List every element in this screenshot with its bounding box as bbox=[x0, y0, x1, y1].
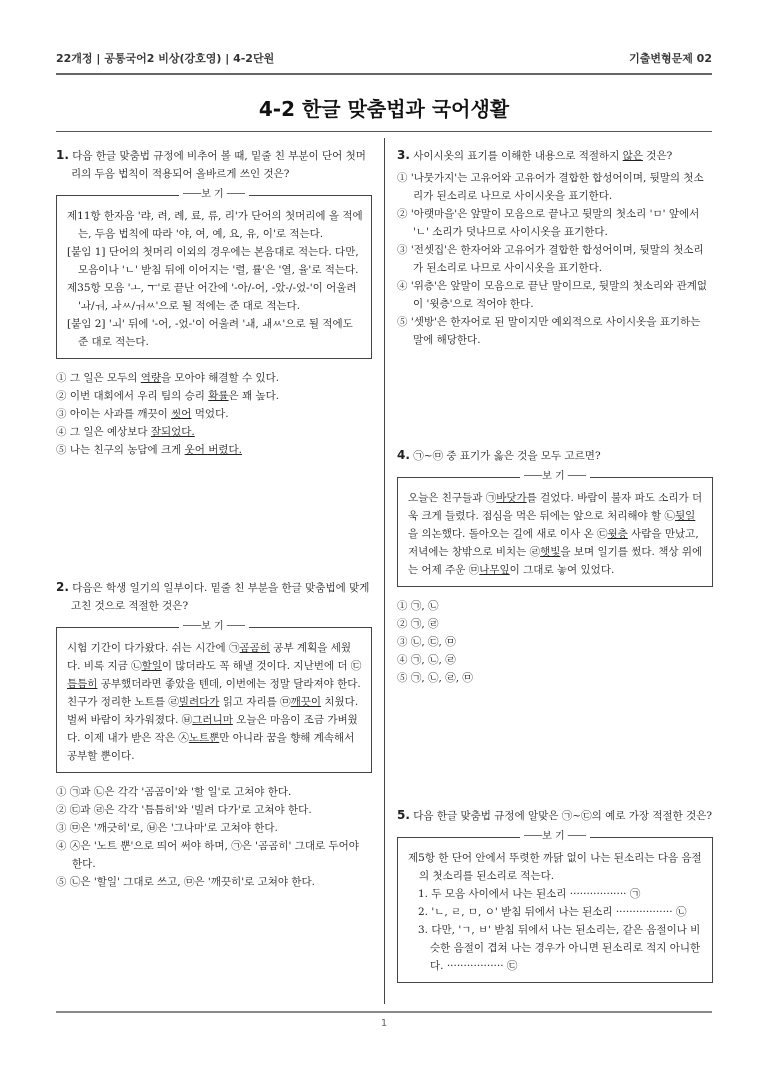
option-number: ④ bbox=[56, 840, 70, 852]
question-text: 다음 한글 맞춤법 규정에 비추어 볼 때, 밑줄 친 부분이 단어 첫머리의 두음 법칙이 적용되어 올바르게 쓰인 것은? bbox=[71, 150, 366, 180]
text-segment: 치웠다. 벌써 바람이 차가워졌다. bbox=[67, 696, 359, 726]
underlined-word: 곰곰히 bbox=[239, 642, 270, 654]
answer-option bbox=[56, 783, 372, 801]
option-text: 나는 친구의 농담에 크게 bbox=[69, 444, 185, 456]
marker: ㉤ bbox=[468, 564, 480, 576]
question-number: 2. bbox=[56, 580, 69, 594]
question-text-pre: 사이시옷의 표기를 이해한 내용으로 적절하지 bbox=[413, 150, 623, 162]
option-text: ㉠과 ㉡은 각각 '곰곰이'와 '할 일'로 고쳐야 한다. bbox=[69, 786, 292, 798]
marker: ㉠ bbox=[485, 492, 497, 504]
underlined-word: 할일 bbox=[141, 660, 162, 672]
question-3 bbox=[397, 146, 713, 349]
underlined-word: 햇빛 bbox=[540, 546, 561, 558]
example-box bbox=[397, 471, 713, 587]
example-box bbox=[397, 831, 713, 983]
option-number: ③ bbox=[56, 408, 70, 420]
diary-text bbox=[67, 639, 363, 765]
answer-option bbox=[56, 837, 372, 873]
rule-line: [붙임 1] 단어의 첫머리 이외의 경우에는 본음대로 적는다. 다만, 모음이나 'ㄴ' 받침 뒤에 이어지는 '렬, 률'은 '열, 율'로 적는다. bbox=[67, 246, 359, 276]
question-number: 3. bbox=[397, 148, 410, 162]
rule-intro: 제5항 한 단어 안에서 뚜렷한 까닭 없이 나는 된소리는 다음 음절의 첫소리를 된소리로 적는다. bbox=[408, 852, 702, 882]
box-label: ─── 보 기 ─── bbox=[398, 829, 712, 845]
option-number: ② bbox=[397, 208, 411, 220]
underlined-word: 웃어 버렸다. bbox=[184, 444, 243, 456]
option-number: ② bbox=[56, 390, 70, 402]
option-text: 아이는 사과를 깨끗이 bbox=[69, 408, 172, 420]
marker: ㉦ bbox=[178, 732, 189, 744]
text-segment: 을 보며 일기를 썼다. 책상 위에는 어제 주운 bbox=[408, 546, 703, 576]
marker: ㉢ bbox=[597, 528, 608, 540]
option-text: ㉠, ㉡, ㉣, ㉤ bbox=[410, 672, 473, 684]
option-text: 그 일은 예상보다 bbox=[69, 426, 151, 438]
option-text: 그 일은 모두의 bbox=[69, 372, 141, 384]
underlined-word: 노트뿐 bbox=[188, 732, 220, 744]
option-number: ③ bbox=[397, 244, 411, 256]
option-text: ㉡, ㉢, ㉤ bbox=[410, 636, 456, 648]
underlined-word: 틈틈히 bbox=[67, 678, 98, 690]
question-text: 다음 한글 맞춤법 규정에 알맞은 ㉠~㉢의 예로 가장 적절한 것은? bbox=[413, 810, 713, 822]
answer-options bbox=[56, 783, 372, 891]
question-2 bbox=[56, 578, 372, 891]
title-rule bbox=[56, 131, 712, 132]
header-right: 기출변형문제 02 bbox=[629, 52, 712, 65]
answer-option bbox=[397, 277, 713, 313]
answer-option bbox=[397, 169, 713, 205]
option-text: 을 모아야 해결할 수 있다. bbox=[161, 372, 280, 384]
marker: ㉢ bbox=[350, 660, 362, 672]
option-text: 먹었다. bbox=[191, 408, 229, 420]
option-text: '나뭇가지'는 고유어와 고유어가 결합한 합성어이며, 뒷말의 첫소리가 된소리로 나므로 사이시옷을 표기한다. bbox=[410, 172, 704, 202]
option-number: ⑤ bbox=[56, 444, 70, 456]
answer-options bbox=[397, 169, 713, 349]
text-segment: 오늘은 마음이 조금 가벼웠다. 이제 내가 받은 작은 bbox=[67, 714, 358, 744]
question-4 bbox=[397, 446, 713, 687]
rule-items bbox=[408, 885, 704, 975]
option-number: ② bbox=[397, 618, 411, 630]
marker: ㉡ bbox=[131, 660, 142, 672]
rule-line: 제11항 한자음 '랴, 려, 례, 료, 류, 리'가 단어의 첫머리에 올 적에는, 두음 법칙에 따라 '야, 여, 예, 요, 유, 이'로 적는다. bbox=[67, 210, 363, 240]
marker: ㉢ bbox=[506, 960, 518, 972]
answer-option bbox=[56, 423, 372, 441]
text-segment: 읽고 자리를 bbox=[219, 696, 281, 708]
answer-option bbox=[397, 241, 713, 277]
diary-text bbox=[408, 489, 704, 579]
question-number: 1. bbox=[56, 148, 69, 162]
option-number: ① bbox=[56, 372, 70, 384]
option-text: ㉡은 '할일' 그대로 쓰고, ㉤은 '깨끗히'로 고쳐야 한다. bbox=[69, 876, 316, 888]
text-segment: 을 의논했다. 돌아오는 길에 새로 이사 온 bbox=[408, 528, 597, 540]
answer-option bbox=[397, 651, 713, 669]
page-number: 1 bbox=[380, 1018, 388, 1029]
question-text-underline: 않은 bbox=[622, 150, 643, 162]
example-box bbox=[56, 189, 372, 359]
answer-option bbox=[397, 615, 713, 633]
option-number: ⑤ bbox=[397, 316, 411, 328]
text-segment: 사람을 만났고, 저녁에는 창밖으로 비치는 bbox=[408, 528, 699, 558]
text-segment: 만 아니라 꿈을 향해 계속해서 공부할 뿐이다. bbox=[67, 732, 355, 762]
underlined-word: 빌려다가 bbox=[178, 696, 220, 708]
marker: ㉡ bbox=[664, 510, 676, 522]
option-number: ⑤ bbox=[397, 672, 411, 684]
answer-option bbox=[56, 873, 372, 891]
column-divider bbox=[384, 138, 385, 1004]
question-stem bbox=[56, 578, 372, 615]
option-text: ㉦은 '노트 뿐'으로 띄어 써야 하며, ㉠은 '곰곰히' 그대로 두어야 한다. bbox=[69, 840, 359, 870]
answer-option bbox=[397, 313, 713, 349]
underlined-word: 잘되었다. bbox=[150, 426, 195, 438]
answer-option bbox=[56, 801, 372, 819]
underlined-word: 뒷일 bbox=[675, 510, 696, 522]
marker: ㉠ bbox=[229, 642, 240, 654]
answer-option bbox=[56, 369, 372, 387]
item-text: 두 모음 사이에서 나는 된소리 ················· bbox=[431, 888, 630, 900]
question-1 bbox=[56, 146, 372, 459]
item-text: 'ㄴ, ㄹ, ㅁ, ㅇ' 받침 뒤에서 나는 된소리 ················· bbox=[431, 906, 676, 918]
marker: ㉣ bbox=[168, 696, 179, 708]
option-number: ② bbox=[56, 804, 70, 816]
option-number: ④ bbox=[56, 426, 70, 438]
option-text: '위층'은 앞말이 모음으로 끝난 말이므로, 뒷말의 첫소리와 관계없이 '윗층'으로 적어야 한다. bbox=[410, 280, 708, 310]
rule-item bbox=[408, 903, 704, 921]
option-number: ③ bbox=[56, 822, 70, 834]
underlined-word: 확률 bbox=[208, 390, 229, 402]
answer-option bbox=[56, 387, 372, 405]
answer-option bbox=[397, 633, 713, 651]
box-label: ─── 보 기 ─── bbox=[57, 187, 371, 203]
example-box bbox=[56, 621, 372, 773]
top-rule bbox=[56, 73, 712, 75]
underlined-word: 윗층 bbox=[607, 528, 628, 540]
text-segment: 이 그대로 놓여 있었다. bbox=[509, 564, 615, 576]
text-segment: 공부했더라면 좋았을 텐데, 이번에는 정말 달라져야 한다. 친구가 정리한 노트를 bbox=[67, 678, 361, 708]
underlined-word: 나무잎 bbox=[479, 564, 510, 576]
underlined-word: 그러니마 bbox=[192, 714, 233, 726]
marker: ㉡ bbox=[675, 906, 687, 918]
option-number: ① bbox=[56, 786, 70, 798]
option-number: ① bbox=[397, 600, 411, 612]
question-text-post: 것은? bbox=[642, 150, 673, 162]
option-number: ④ bbox=[397, 654, 411, 666]
option-text: ㉠, ㉣ bbox=[410, 618, 439, 630]
option-number: ③ bbox=[397, 636, 411, 648]
page-title: 4-2 한글 맞춤법과 국어생활 bbox=[258, 97, 510, 121]
rule-item bbox=[408, 921, 704, 975]
answer-options bbox=[397, 597, 713, 687]
answer-options bbox=[56, 369, 372, 459]
option-number: ⑤ bbox=[56, 876, 70, 888]
answer-option bbox=[397, 669, 713, 687]
question-stem bbox=[397, 146, 713, 165]
answer-option bbox=[397, 597, 713, 615]
option-text: ㉤은 '깨긋히'로, ㉥은 '그나마'로 고쳐야 한다. bbox=[69, 822, 278, 834]
answer-option bbox=[56, 405, 372, 423]
answer-option bbox=[56, 819, 372, 837]
item-text: 다만, 'ㄱ, ㅂ' 받침 뒤에서 나는 된소리는, 같은 음절이나 비슷한 음절이 겹쳐 나는 경우가 아니면 된소리로 적지 아니한다. ················· bbox=[430, 924, 701, 972]
rule-line: [붙임 2] 'ㅚ' 뒤에 '-어, -었-'이 어울려 'ㅙ, ㅙㅆ'으로 될 적에도 준 대로 적는다. bbox=[67, 318, 353, 348]
option-text: '셋방'은 한자어로 된 말이지만 예외적으로 사이시옷을 표기하는 말에 해당한다. bbox=[410, 316, 701, 346]
option-text: '아랫마을'은 앞말이 모음으로 끝나고 뒷말의 첫소리 'ㅁ' 앞에서 'ㄴ' 소리가 덧나므로 사이시옷을 표기한다. bbox=[410, 208, 700, 238]
marker: ㉤ bbox=[280, 696, 291, 708]
question-5 bbox=[397, 806, 713, 983]
question-stem bbox=[397, 446, 713, 465]
underlined-word: 깨끗이 bbox=[290, 696, 322, 708]
option-text: '전셋집'은 한자어와 고유어가 결합한 합성어이며, 뒷말의 첫소리가 된소리로 나므로 사이시옷을 표기한다. bbox=[410, 244, 704, 274]
answer-option bbox=[397, 205, 713, 241]
underlined-word: 바닷가 bbox=[496, 492, 527, 504]
marker: ㉠ bbox=[629, 888, 641, 900]
bottom-rule bbox=[56, 1011, 712, 1013]
option-number: ① bbox=[397, 172, 411, 184]
question-stem bbox=[56, 146, 372, 183]
question-text: ㉠~㉤ 중 표기가 옳은 것을 모두 고르면? bbox=[413, 450, 601, 462]
text-segment: 를 걸었다. 바람이 불자 파도 소리가 더욱 크게 들렸다. 점심을 먹은 뒤에는 앞으로 처리해야 할 bbox=[408, 492, 703, 522]
option-text: 은 꽤 높다. bbox=[228, 390, 280, 402]
underlined-word: 역량 bbox=[140, 372, 162, 384]
option-text: 이번 대회에서 우리 팀의 승리 bbox=[69, 390, 209, 402]
marker: ㉥ bbox=[181, 714, 193, 726]
option-text: ㉢과 ㉣은 각각 '틈틈히'와 '빌려 다가'로 고쳐야 한다. bbox=[69, 804, 312, 816]
text-segment: 이 많더라도 꼭 해낼 것이다. 지난번에 더 bbox=[161, 660, 351, 672]
question-text: 다음은 학생 일기의 일부이다. 밑줄 친 부분을 한글 맞춤법에 맞게 고친 것으로 적절한 것은? bbox=[71, 582, 370, 612]
item-number: 1. bbox=[418, 888, 432, 900]
marker: ㉣ bbox=[529, 546, 541, 558]
question-stem bbox=[397, 806, 713, 825]
question-number: 4. bbox=[397, 448, 410, 462]
box-label: ─── 보 기 ─── bbox=[57, 619, 371, 635]
option-text: ㉠, ㉡ bbox=[410, 600, 439, 612]
question-number: 5. bbox=[397, 808, 410, 822]
option-text: ㉠, ㉡, ㉣ bbox=[410, 654, 456, 666]
text-segment: 시험 기간이 다가왔다. 쉬는 시간에 bbox=[67, 642, 230, 654]
page-header bbox=[56, 50, 712, 70]
underlined-word: 씻어 bbox=[171, 408, 192, 420]
rule-line: 제35항 모음 'ㅗ, ㅜ'로 끝난 어간에 '-아/-어, -았-/-었-'이 어울려 'ㅘ/ㅝ, ㅘㅆ/ㅝㅆ'으로 될 적에는 준 대로 적는다. bbox=[67, 282, 357, 312]
option-number: ④ bbox=[397, 280, 411, 292]
box-label: ─── 보 기 ─── bbox=[398, 469, 712, 485]
answer-option bbox=[56, 441, 372, 459]
text-segment: 오늘은 친구들과 bbox=[408, 492, 486, 504]
text-segment: 공부 계획을 세웠다. 비록 지금 bbox=[67, 642, 351, 672]
item-number: 2. bbox=[418, 906, 432, 918]
header-left: 22개정 | 공통국어2 비상(강호영) | 4-2단원 bbox=[56, 52, 275, 65]
rule-item bbox=[408, 885, 704, 903]
item-number: 3. bbox=[418, 924, 432, 936]
